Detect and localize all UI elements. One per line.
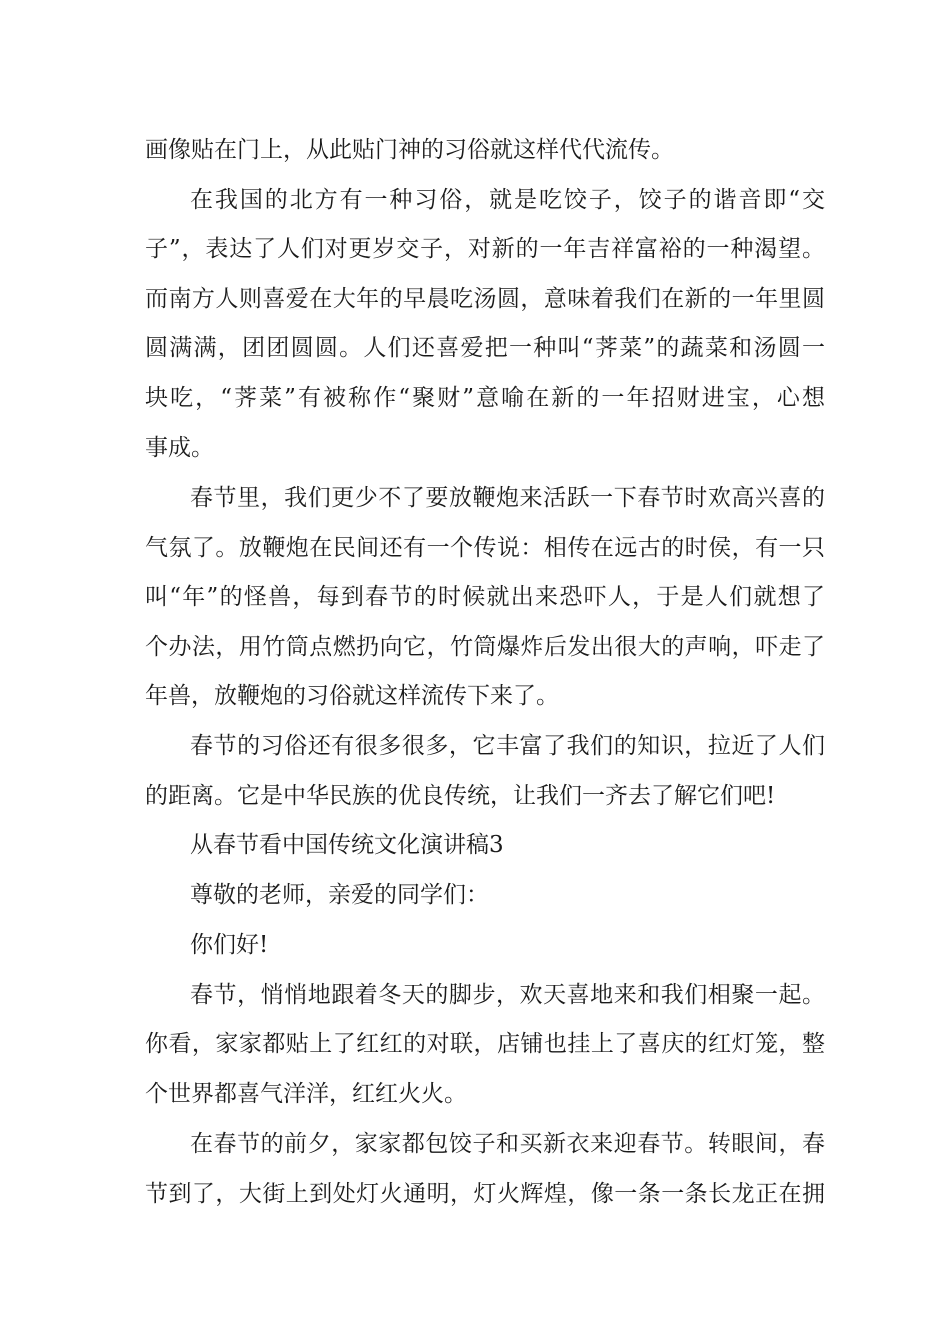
text-line: 叫“年”的怪兽，每到春节的时候就出来恐吓人，于是人们就想了 [145,584,825,610]
text-line: 个世界都喜气洋洋，红红火火。 [145,1081,467,1107]
text-line: 在我国的北方有一种习俗，就是吃饺子，饺子的谐音即“交 [190,187,825,213]
text-line: 块吃，“荠菜”有被称作“聚财”意喻在新的一年招财进宝，心想 [145,385,825,411]
text-line: 画像贴在门上，从此贴门神的习俗就这样代代流传。 [145,137,674,163]
text-line: 圆满满，团团圆圆。人们还喜爱把一种叫“荠菜”的蔬菜和汤圆一 [145,335,825,361]
text-line: 在春节的前夕，家家都包饺子和买新衣来迎春节。转眼间，春 [190,1131,825,1157]
text-line: 你看，家家都贴上了红红的对联，店铺也挂上了喜庆的红灯笼，整 [145,1031,825,1057]
text-line: 子”，表达了人们对更岁交子，对新的一年吉祥富裕的一种渴望。 [145,236,825,262]
text-line: 年兽，放鞭炮的习俗就这样流传下来了。 [145,683,559,709]
text-line: 节到了，大街上到处灯火通明，灯火辉煌，像一条一条长龙正在拥 [145,1181,825,1207]
salutation: 尊敬的老师，亲爱的同学们： [190,882,489,908]
text-line: 的距离。它是中华民族的优良传统，让我们一齐去了解它们吧! [145,783,776,809]
text-line: 春节里，我们更少不了要放鞭炮来活跃一下春节时欢高兴喜的 [190,485,825,511]
text-line: 而南方人则喜爱在大年的早晨吃汤圆，意味着我们在新的一年里圆 [145,286,825,312]
text-line: 春节，悄悄地跟着冬天的脚步，欢天喜地来和我们相聚一起。 [190,982,825,1008]
greeting: 你们好! [190,932,269,958]
text-line: 气氛了。放鞭炮在民间还有一个传说：相传在远古的时侯，有一只 [145,535,825,561]
text-line: 春节的习俗还有很多很多，它丰富了我们的知识，拉近了人们 [190,733,825,759]
text-line: 事成。 [145,435,214,461]
section-heading: 从春节看中国传统文化演讲稿3 [190,832,504,858]
text-line: 个办法，用竹筒点燃扔向它，竹筒爆炸后发出很大的声响，吓走了 [145,634,825,660]
